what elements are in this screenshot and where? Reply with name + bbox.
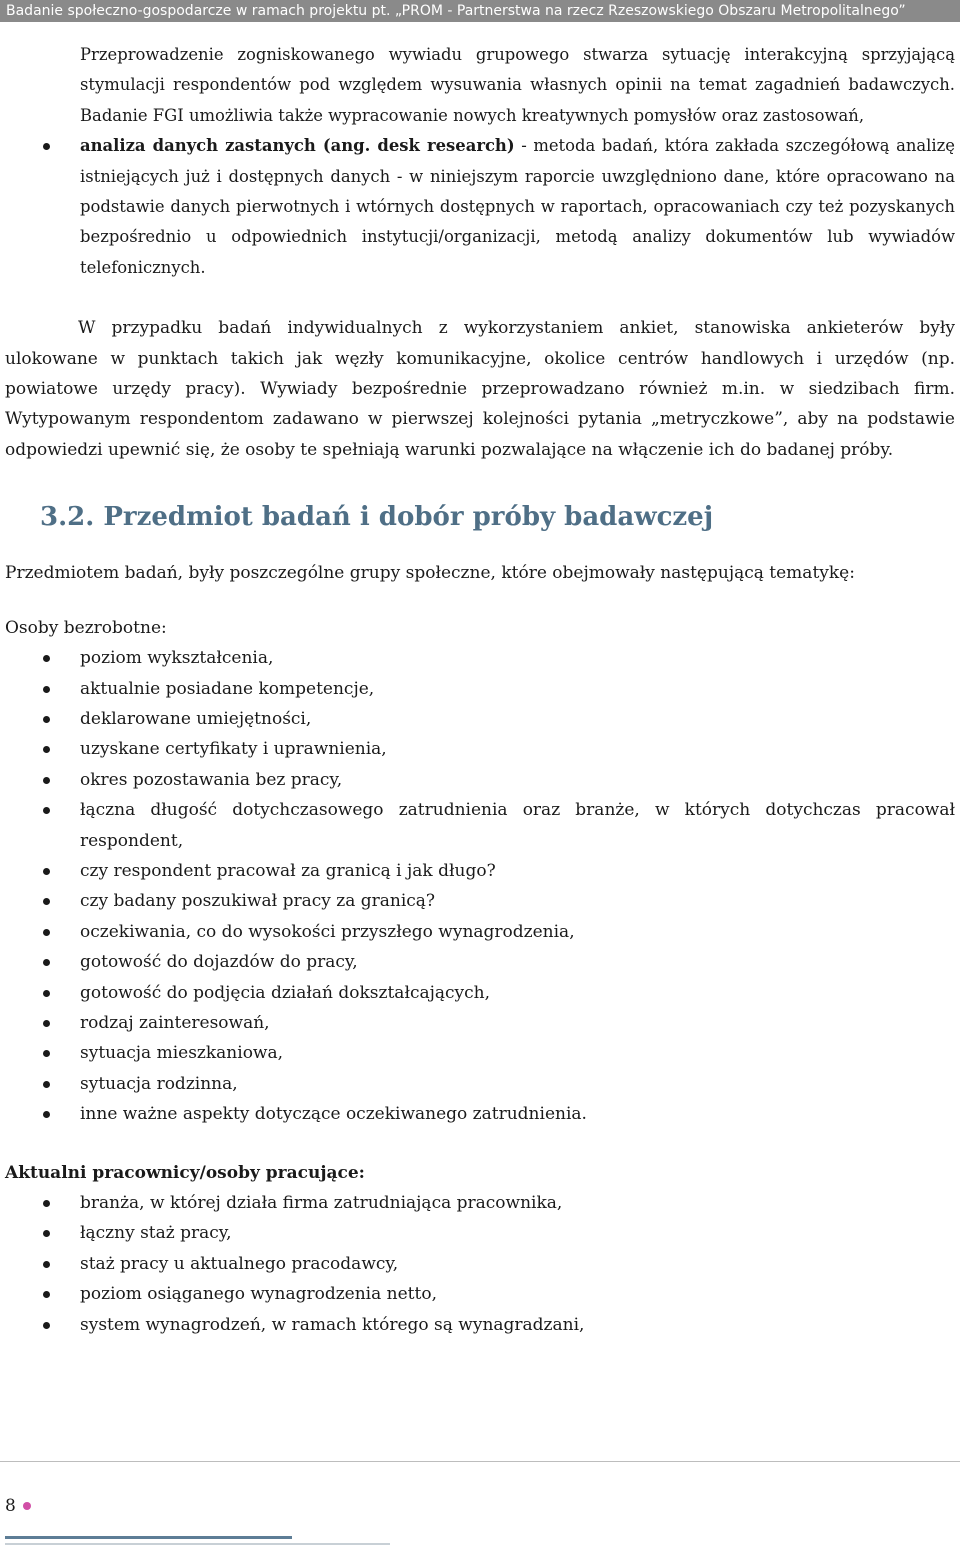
list-item-text: poziom osiąganego wynagrodzenia netto, [80,1284,437,1305]
list-item [0,1099,960,1129]
group-title-unemployed: Osoby bezrobotne: [5,617,167,638]
unemployed-topics-list [0,643,960,1130]
list-item-text: poziom wykształcenia, [80,648,274,669]
list-item [0,1069,960,1099]
list-item [0,795,960,856]
list-item [0,917,960,947]
bullet-icon [43,1111,50,1118]
bullet-icon [43,1050,50,1057]
list-item [0,704,960,734]
bullet-icon [43,686,50,693]
list-item [0,1188,960,1218]
body-paragraph: W przypadku badań indywidualnych z wykorzystaniem ankiet, stanowiska ankieterów były ulokowane w punktach takich jak węzły komunikacyjne, okolice centrów handlowych i urzędów (np. powiatowe urzędy pracy). Wywiady bezpośrednie przeprowadzano również m.in. w siedzibach firm. Wytypowanym respondentom zadawano w pierwszej kolejności pytania „metryczkowe”, aby na podstawie odpowiedzi upewnić się, że osoby te spełniają warunki pozwalające na włączenie ich do badanej próby. [5,318,955,460]
page-content [0,40,960,1340]
list-item-text: łączna długość dotychczasowego zatrudnienia oraz branże, w których dotychczas pracował respondent, [80,800,955,851]
list-item [0,1279,960,1309]
list-item [0,1218,960,1248]
list-item-text: aktualnie posiadane kompetencje, [80,678,375,699]
bullet-icon [43,990,50,997]
list-item-text: sytuacja mieszkaniowa, [80,1043,284,1064]
section-lead: Przedmiotem badań, były poszczególne grupy społeczne, które obejmowały następującą tematykę: [5,563,855,584]
list-item-text: łączny staż pracy, [80,1223,232,1244]
list-item [0,674,960,704]
list-item-text: system wynagrodzeń, w ramach którego są wynagradzani, [80,1314,585,1335]
list-item [0,978,960,1008]
list-item-text: staż pracy u aktualnego pracodawcy, [80,1253,399,1274]
footer-light-bar [5,1543,390,1545]
page-number: 8 [5,1496,16,1516]
desk-research-item [0,131,960,283]
list-item-text: oczekiwania, co do wysokości przyszłego wynagrodzenia, [80,921,575,942]
bullet-icon [43,1261,50,1268]
desk-research-text: - metoda badań, która zakłada szczegółową analizę istniejących już i dostępnych danych - w niniejszym raporcie uwzględniono dane, które opracowano na podstawie danych pierwotnych i wtórnych dostępnych w raportach, opracowaniach czy też pozyskanych bezpośrednio u odpowiednich instytucji/organizacji, metodą analizy dokumentów lub wywiadów telefonicznych. [80,136,955,277]
bullet-icon [43,1291,50,1298]
list-item-text: rodzaj zainteresowań, [80,1012,270,1033]
list-item-text: inne ważne aspekty dotyczące oczekiwanego zatrudnienia. [80,1104,587,1125]
section-heading: 3.2. Przedmiot badań i dobór próby badawczej [40,502,714,533]
page-dot-icon [23,1502,31,1510]
list-item-text: deklarowane umiejętności, [80,708,312,729]
bullet-icon [43,959,50,966]
list-item [0,1249,960,1279]
bullet-icon [43,1322,50,1329]
fgi-text: Przeprowadzenie zogniskowanego wywiadu grupowego stwarza sytuację interakcyjną sprzyjającą stymulacji respondentów pod względem wysuwania własnych opinii na temat zagadnień badawczych. Badanie FGI umożliwia także wypracowanie nowych kreatywnych pomysłów oraz zastosowań, [80,45,955,125]
list-item [0,947,960,977]
group-title-employed: Aktualni pracownicy/osoby pracujące: [5,1162,365,1183]
list-item [0,1310,960,1340]
footer-accent-bar [5,1536,292,1539]
list-item-text: czy badany poszukiwał pracy za granicą? [80,891,436,912]
list-item-text: sytuacja rodzinna, [80,1073,238,1094]
methods-list [0,40,960,283]
bullet-icon [43,746,50,753]
bullet-icon [43,929,50,936]
bullet-icon [43,868,50,875]
bullet-icon [43,1081,50,1088]
list-item-text: branża, w której działa firma zatrudniająca pracownika, [80,1193,563,1213]
list-item [0,1038,960,1068]
employed-topics-list [0,1188,960,1340]
fgi-continuation [0,40,960,131]
list-item [0,1008,960,1038]
bullet-icon [43,1230,50,1237]
list-item-text: okres pozostawania bez pracy, [80,769,343,790]
list-item-text: uzyskane certyfikaty i uprawnienia, [80,739,387,760]
bullet-icon [43,716,50,723]
list-item-text: gotowość do podjęcia działań dokształcających, [80,982,491,1003]
list-item [0,734,960,764]
bullet-icon [43,777,50,784]
bullet-icon [43,1200,50,1207]
running-header: Badanie społeczno-gospodarcze w ramach projektu pt. „PROM - Partnerstwa na rzecz Rzeszowskiego Obszaru Metropolitalnego” [0,0,960,22]
list-item [0,886,960,916]
bullet-icon [43,898,50,905]
footer-divider [0,1461,960,1462]
desk-research-term: analiza danych zastanych (ang. desk research) [80,136,515,156]
bullet-icon [43,807,50,814]
bullet-icon [43,1020,50,1027]
list-item [0,856,960,886]
list-item-text: czy respondent pracował za granicą i jak długo? [80,860,496,881]
list-item [0,643,960,673]
list-item-text: gotowość do dojazdów do pracy, [80,952,358,973]
bullet-icon [43,655,50,662]
list-item [0,765,960,795]
bullet-icon [43,143,50,150]
